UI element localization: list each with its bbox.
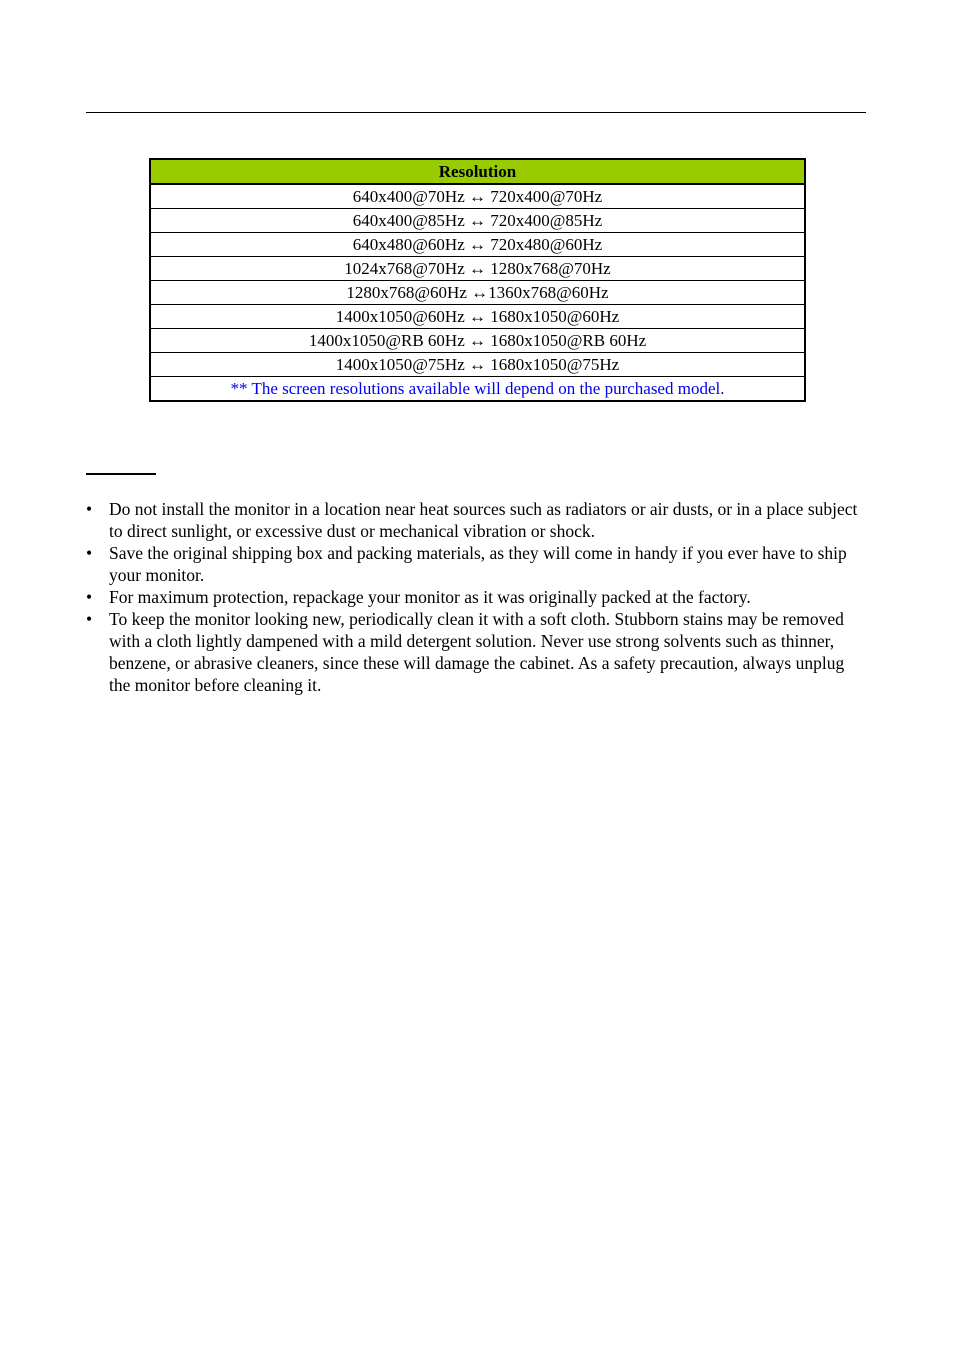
list-item-text: To keep the monitor looking new, periodically clean it with a soft cloth. Stubborn stains may be removed with a cloth lightly dampened with a mild detergent solution. Never use strong solvents such as thinner, benzene, or abrasive cleaners, since these will damage the cabinet. As a safety precaution, always unplug the monitor before cleaning it. (109, 609, 845, 695)
list-item (86, 608, 868, 696)
resolution-cell: 1400x1050@60Hz ↔ 1680x1050@60Hz (150, 305, 805, 329)
resolution-cell: 640x400@85Hz ↔ 720x400@85Hz (150, 209, 805, 233)
list-item-text: For maximum protection, repackage your monitor as it was originally packed at the factory. (109, 587, 751, 607)
resolution-table (149, 158, 806, 402)
resolution-cell: 640x400@70Hz ↔ 720x400@70Hz (150, 184, 805, 209)
table-header-row (150, 159, 805, 184)
table-row (150, 353, 805, 377)
table-row (150, 281, 805, 305)
resolution-cell: 1400x1050@75Hz ↔ 1680x1050@75Hz (150, 353, 805, 377)
bullet-icon: • (86, 543, 93, 563)
list-item-text: Save the original shipping box and packing materials, as they will come in handy if you ever have to ship your monitor. (109, 543, 847, 585)
table-note-row (150, 377, 805, 402)
table-row (150, 257, 805, 281)
care-notes-list (86, 498, 868, 696)
bullet-icon: • (86, 587, 93, 607)
header-rule (86, 112, 866, 113)
table-row (150, 233, 805, 257)
table-row (150, 329, 805, 353)
bullet-icon: • (86, 499, 93, 519)
list-item-text: Do not install the monitor in a location near heat sources such as radiators or air dusts, or in a place subject to direct sunlight, or excessive dust or mechanical vibration or shock. (109, 499, 858, 541)
table-row (150, 184, 805, 209)
resolution-cell: 640x480@60Hz ↔ 720x480@60Hz (150, 233, 805, 257)
list-item (86, 498, 868, 542)
table-row (150, 305, 805, 329)
resolution-cell: 1280x768@60Hz ↔1360x768@60Hz (150, 281, 805, 305)
list-item (86, 542, 868, 586)
resolution-cell: 1400x1050@RB 60Hz ↔ 1680x1050@RB 60Hz (150, 329, 805, 353)
section-heading-underline (86, 473, 156, 475)
resolution-note: ** The screen resolutions available will depend on the purchased model. (150, 377, 805, 402)
resolution-cell: 1024x768@70Hz ↔ 1280x768@70Hz (150, 257, 805, 281)
resolution-header: Resolution (150, 159, 805, 184)
list-item (86, 586, 868, 608)
bullet-icon: • (86, 609, 93, 629)
table-row (150, 209, 805, 233)
